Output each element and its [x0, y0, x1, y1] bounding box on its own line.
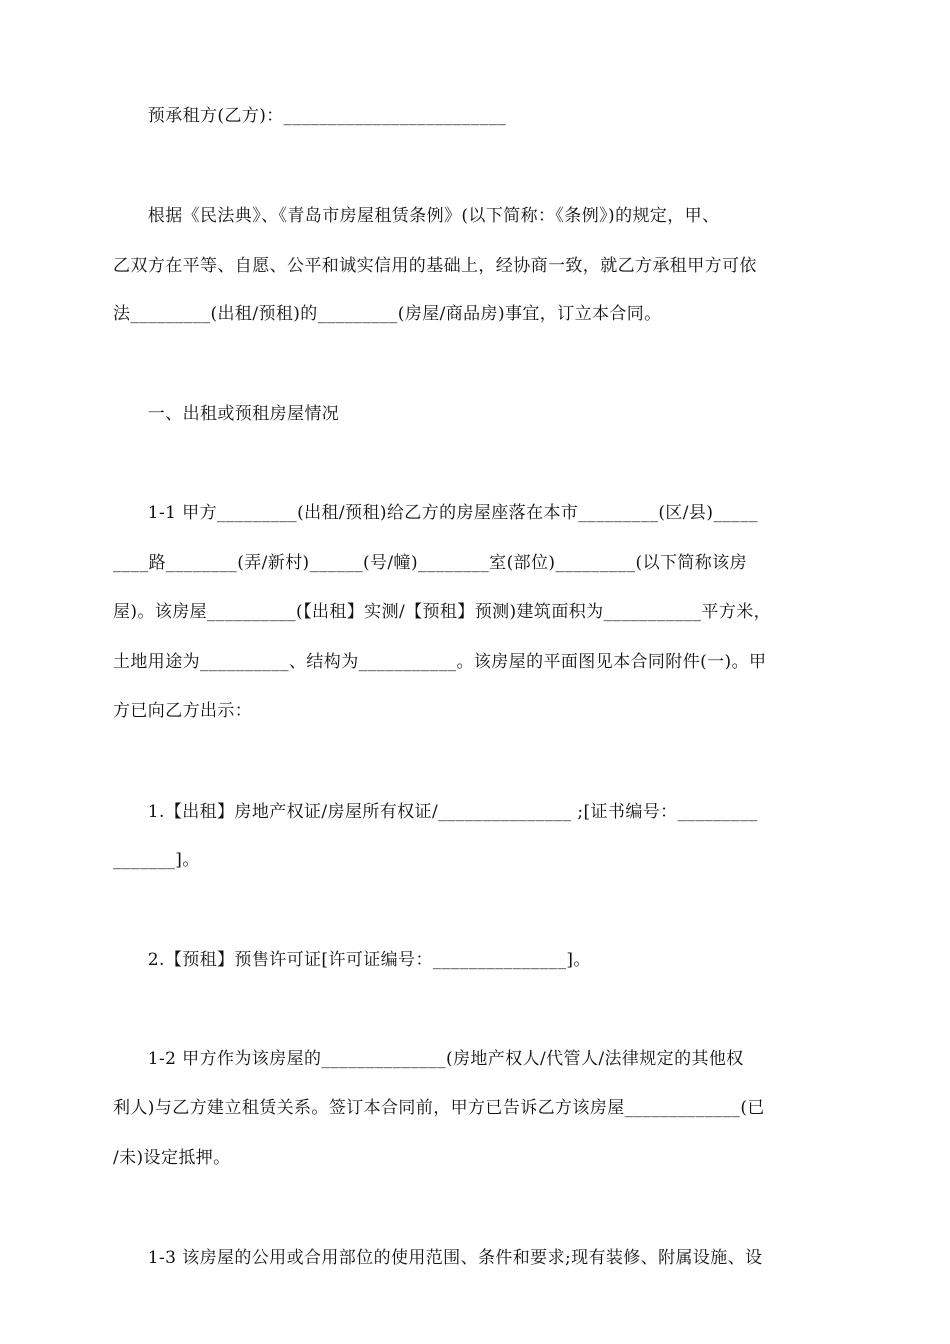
clause-1-1-line-3: 屋)。该房屋__________(【出租】实测/【预租】预测)建筑面积为___________平方米，	[113, 602, 772, 622]
preamble-line-3: 法_________(出租/预租)的_________(房屋/商品房)事宜，订立本合同。	[113, 304, 662, 324]
item-2-line: 2.【预租】预售许可证[许可证编号：_______________]。	[113, 950, 591, 970]
section-heading-1: 一、出租或预租房屋情况	[113, 404, 340, 424]
clause-1-2-line-1: 1-2 甲方作为该房屋的______________(房地产权人/代管人/法律规定的其他权	[113, 1049, 744, 1069]
clause-1-2-line-3: /未)设定抵押。	[113, 1148, 231, 1168]
preamble-line-1: 根据《民法典》、《青岛市房屋租赁条例》(以下简称：《条例》)的规定，甲、	[113, 206, 720, 226]
preamble-line-2: 乙双方在平等、自愿、公平和诚实信用的基础上，经协商一致，就乙方承租甲方可依	[113, 256, 757, 276]
item-1-line-1: 1.【出租】房地产权证/房屋所有权证/_______________ ;[证书编号：_________	[113, 802, 758, 822]
clause-1-1-line-4: 土地用途为__________、结构为___________。该房屋的平面图见本合同附件(一)。甲	[113, 652, 767, 672]
clause-1-1-line-5: 方已向乙方出示：	[113, 701, 253, 721]
lessee-line: 预承租方(乙方)：_________________________	[113, 106, 507, 126]
clause-1-1-line-1: 1-1 甲方_________(出租/预租)给乙方的房屋座落在本市_________(区/县)_____	[113, 503, 758, 523]
clause-1-3-line-1: 1-3 该房屋的公用或合用部位的使用范围、条件和要求;现有装修、附属设施、设	[113, 1248, 763, 1268]
item-1-line-2: _______]。	[113, 850, 200, 870]
clause-1-1-line-2: ____路________(弄/新村)______(号/幢)________室(部位)_________(以下简称该房	[113, 553, 747, 573]
clause-1-2-line-2: 利人)与乙方建立租赁关系。签订本合同前，甲方已告诉乙方该房屋_____________(已	[113, 1098, 765, 1118]
